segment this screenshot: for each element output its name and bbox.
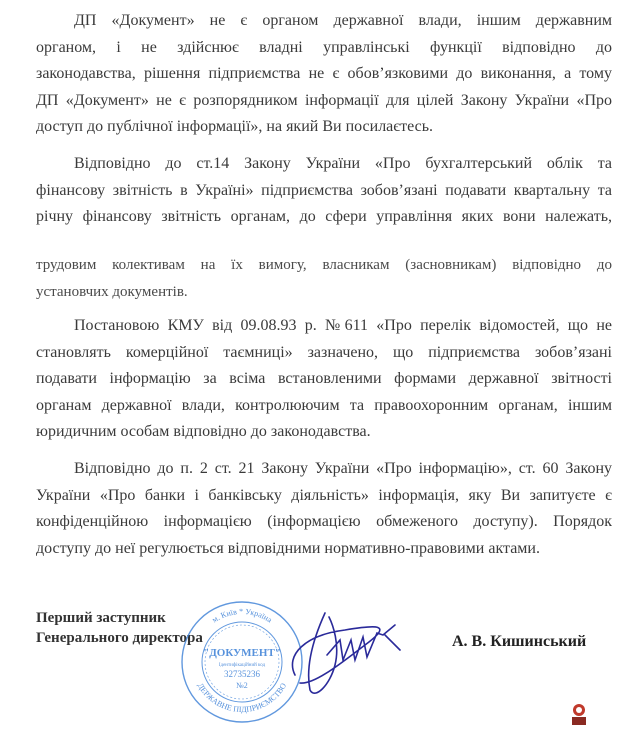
text-line: органам державної влади, контролюючим та правоохоронним органам, іншим xyxy=(36,396,612,414)
text-line: ДП «Документ» не є органом державної влади, іншим державним xyxy=(74,12,612,29)
text-line: доступ до публічної інформації», на який Ви посилаєтесь. xyxy=(36,118,434,135)
paragraph-3 xyxy=(36,313,612,446)
position-line-2: Генерального директора xyxy=(36,630,203,646)
text-line: доступу до неї регулюється відповідними нормативно-правовими актами. xyxy=(36,539,540,557)
text-line: Постановою КМУ від 09.08.93 р. №611 «Про перелік відомостей, що не xyxy=(74,317,612,334)
text-line: установчих документів. xyxy=(36,283,188,300)
text-line: юридичним особам відповідно до законодавства. xyxy=(36,423,371,440)
signatory-position xyxy=(36,608,203,648)
handwritten-signature xyxy=(285,605,410,705)
paragraph-2-continued xyxy=(36,252,612,305)
text-line: України «Про банки і банківську діяльність» інформація, яку Ви запитуєте є xyxy=(36,486,612,504)
text-line: органом, і не здійснює владні управлінські функції відповідно до xyxy=(36,38,612,56)
text-line: ДП «Документ» не є розпорядником інформації для цілей Закону України «Про xyxy=(36,91,612,109)
text-line: Відповідно до п. 2 ст. 21 Закону України «Про інформацію», ст. 60 Закону xyxy=(74,460,612,477)
text-line: фінансову звітність в Україні» підприємства зобов’язані подавати квартальну та xyxy=(36,181,612,199)
stamp-number: №2 xyxy=(236,681,248,690)
text-line: законодавства, рішення підприємства не є обов’язковими до виконання, а тому xyxy=(36,65,612,82)
position-line-1: Перший заступник xyxy=(36,610,166,626)
paragraph-2 xyxy=(36,151,612,231)
text-line: трудовим колективам на їх вимогу, власникам (засновникам) відповідно до xyxy=(36,257,612,273)
stamp-code-label: Ідентифікаційний код xyxy=(218,663,266,668)
stamp-code: 32735236 xyxy=(224,669,260,679)
text-line: подавати інформацію за всіма встановленими формами державної звітності xyxy=(36,370,612,387)
stamp-bottom-text: ДЕРЖАВНЕ ПІДПРИЄМСТВО xyxy=(195,681,289,715)
stamp-center-text: "ДОКУМЕНТ" xyxy=(203,647,281,659)
text-line: становлять комерційної таємниці» зазначено, що підприємства зобов’язані xyxy=(36,343,612,361)
signatory-name: А. В. Кишинський xyxy=(452,633,587,650)
paragraph-1 xyxy=(36,8,612,141)
watermark-logo-icon xyxy=(570,702,588,726)
text-line: Відповідно до ст.14 Закону України «Про бухгалтерський облік та xyxy=(74,155,612,172)
text-line: конфіденційною інформацією (інформацією обмеженого доступу). Порядок xyxy=(36,513,612,530)
paragraph-4 xyxy=(36,456,612,562)
text-line: річну фінансову звітність органам, до сфери управління яких вони належать, xyxy=(36,208,612,225)
stamp-top-text: м. Київ * Україна xyxy=(210,606,274,625)
